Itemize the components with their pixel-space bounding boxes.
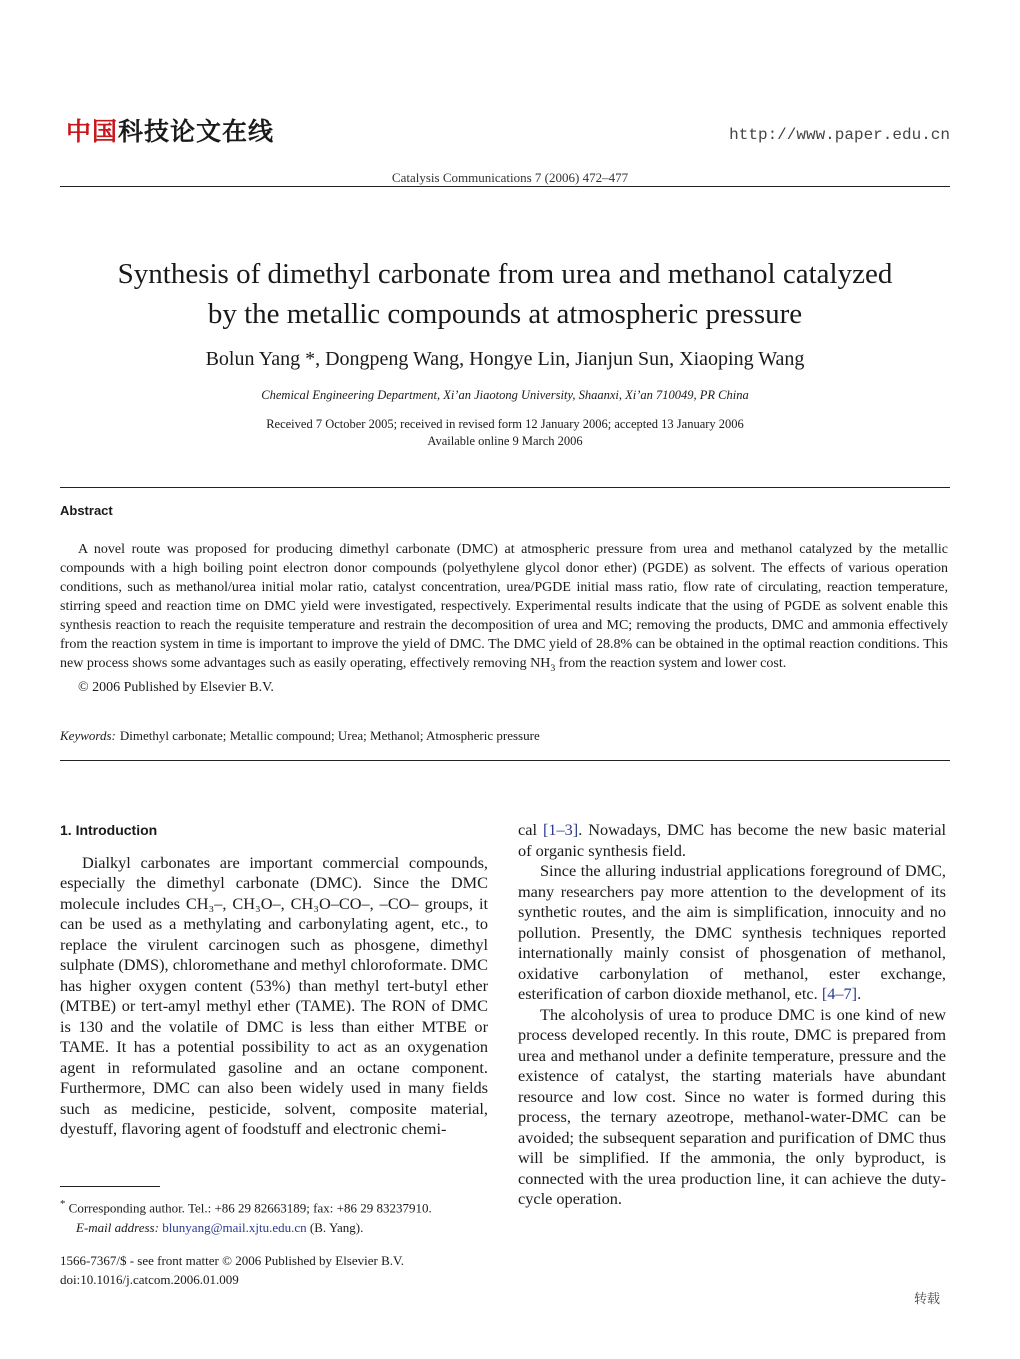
abstract-text-part-2: from the reaction system and lower cost. [555,656,787,671]
keywords [60,728,540,744]
abstract-text-part-1: A novel route was proposed for producing dimethyl carbonate (DMC) at atmospheric pressure from urea and methanol catalyzed by the metallic compounds with a high boiling point electron donor compounds (polyethylene glycol donor ether) (PGDE) as solvent. The effects of various operation conditions, such as methanol/urea initial molar ratio, catalyst concentration, urea/PGDE initial mass ratio, flow rate of circulating, reaction temperature, stirring speed and reaction time on DMC yield were investigated, respectively. Experimental results indicate that the using of PGDE as solvent enable this synthesis reaction to reach the requisite temperature and restrain the decomposition of urea and MC; removing the products, DMC and ammonia effectively from the reaction system in time is important to improve the yield of DMC. The DMC yield of 28.8% can be obtained in the optimal reaction conditions. This new process shows some advantages such as easily operating, effectively removing NH [60,542,948,671]
site-logo[interactable] [66,112,274,148]
abstract-subscript: 3 [550,662,556,674]
page-footer [60,1251,404,1289]
footnote-marker: * [60,1198,66,1210]
paragraph-text: cal [518,820,543,839]
logo-red-text: 中国 [66,117,119,146]
section-heading-introduction: 1. Introduction [60,822,158,838]
footnote-rule [60,1186,160,1187]
abstract-body [60,540,948,697]
reprint-mark: 转载 [913,1292,940,1307]
email-label: E-mail address: [76,1220,159,1236]
title-line-2: by the metallic compounds at atmospheric pressure [207,298,803,330]
keywords-label: Keywords: [60,728,116,743]
footnote-contact: Corresponding author. Tel.: +86 29 82663189; fax: +86 29 83237910. [68,1200,432,1216]
article-title [60,254,950,334]
front-matter-line: 1566-7367/$ - see front matter © 2006 Published by Elsevier B.V. [60,1253,404,1268]
received-dates: Received 7 October 2005; received in revised form 12 January 2006; accepted 13 January 2006 [266,417,744,431]
abstract-heading: Abstract [60,503,113,518]
intro-paragraph-continued [518,820,946,861]
abstract-bottom-rule [60,760,950,761]
affiliation: Chemical Engineering Department, Xi’an Jiaotong University, Shaanxi, Xi’an 710049, PR China [261,388,749,402]
article-dates [60,416,950,450]
citation-link[interactable]: [1–3] [542,820,579,839]
keywords-list: Dimethyl carbonate; Metallic compound; Urea; Methanol; Atmospheric pressure [119,728,540,743]
logo-black-text: 科技论文在线 [118,117,275,146]
paragraph-text: . Nowadays, DMC has become the new basic material of organic synthesis field. [518,820,947,860]
doi-line: doi:10.1016/j.catcom.2006.01.009 [60,1272,239,1287]
title-line-1: Synthesis of dimethyl carbonate from urea and methanol catalyzed [117,258,893,290]
online-date: Available online 9 March 2006 [427,434,583,448]
footnote-line-1 [60,1194,432,1218]
email-suffix: (B. Yang). [309,1220,364,1236]
intro-paragraph-3: The alcoholysis of urea to produce DMC is one kind of new process developed recently. In this route, DMC is prepared from urea and methanol under a definite temperature, pressure and the existence of catalyst, the starting materials have abundant resource and low cost. Since no water is formed during this process, the ternary azeotrope, methanol-water-DMC can be avoided; the subsequent separation and purification of DMC thus will be simplified. If the ammonia, the only byproduct, is connected with the urea production line, it can achieve the duty-cycle operation. [518,1004,946,1208]
header-rule [60,186,950,187]
site-url[interactable]: http://www.paper.edu.cn [729,126,950,144]
abstract-copyright: © 2006 Published by Elsevier B.V. [78,679,274,695]
right-column [518,820,946,1210]
citation-link[interactable]: [4–7] [821,984,858,1003]
corresponding-author-footnote [60,1194,432,1238]
paragraph-text: . [857,984,862,1003]
abstract-top-rule [60,487,950,488]
journal-citation: Catalysis Communications 7 (2006) 472–477 [391,170,629,185]
intro-paragraph-1: Dialkyl carbonates are important commercial compounds, especially the dimethyl carbonate (DMC). Since the DMC molecule includes CH₃–, CH₃O–, CH₃O–CO–, –CO– groups, it can be used as a methylating and carbonylating agent, etc., to replace the virulent carcinogen such as phosgene, dimethyl sulphate (DMS), chloromethane and methyl chloroformate. DMC has higher oxygen content (53%) than methyl tert-butyl ether (MTBE) or tert-amyl methyl ether (TAME). The RON of DMC is 130 and the volatile of DMC is less than either MTBE or TAME. It has a potential possibility to act as an oxygenation agent in reformulated gasoline and an octane component. Furthermore, DMC can also been widely used in many fields such as medicine, pesticide, solvent, composite material, dyestuff, flavoring agent of foodstuff and electronic chemi- [60,852,488,1138]
footnote-line-2 [60,1218,432,1238]
email-link[interactable]: blunyang@mail.xjtu.edu.cn [162,1220,307,1236]
intro-paragraph-2 [518,861,946,1005]
paragraph-text: Since the alluring industrial applications foreground of DMC, many researchers pay more attention to the development of its synthetic routes, and the aim is simplification, innocuity and no pollution. Presently, the DMC synthesis techniques reported internationally mainly consist of phosgenation of methanol, oxidative carbonylation of methanol, ester exchange, esterification of carbon dioxide methanol, etc. [518,861,946,1003]
author-list: Bolun Yang *, Dongpeng Wang, Hongye Lin, Jianjun Sun, Xiaoping Wang [205,348,805,370]
left-column [60,820,488,1140]
abstract-text [60,540,948,678]
